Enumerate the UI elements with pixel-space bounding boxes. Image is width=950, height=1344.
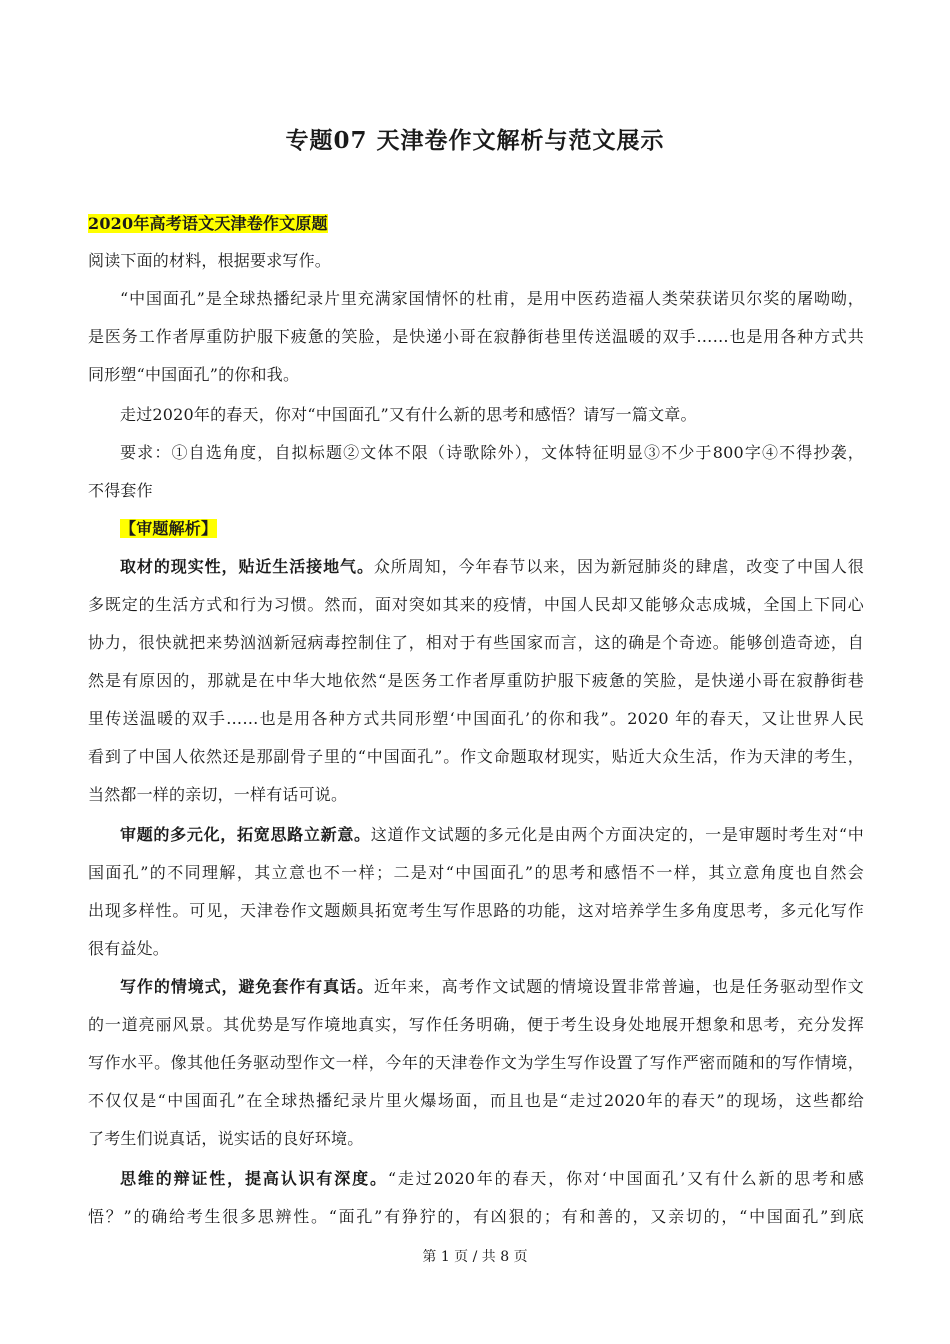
paragraph-line: 当然都一样的亲切，一样有话可说。 [88, 785, 348, 804]
paragraph-line: 出现多样性。可见，天津卷作文题颇具拓宽考生写作思路的功能，这对培养学生多角度思考，多元化写作 [88, 901, 864, 920]
requirements-line: 不得套作 [88, 481, 153, 500]
paragraph-lead: 写作的情境式，避免套作有真话。 [120, 977, 374, 996]
requirements-line: 要求：①自选角度，自拟标题②文体不限（诗歌除外），文体特征明显③不少于800字④不得抄袭， [120, 443, 864, 462]
paragraph-line [120, 554, 864, 577]
paragraph-lead: 取材的现实性，贴近生活接地气。 [120, 557, 374, 576]
page-footer: 第 1 页 / 共 8 页 [422, 1249, 528, 1265]
paragraph-line: 多既定的生活方式和行为习惯。然而，面对突如其来的疫情，中国人民却又能够众志成城，全国上下同心 [88, 595, 864, 614]
document-title: 专题07 天津卷作文解析与范文展示 [285, 127, 665, 154]
paragraph-line: 写作水平。像其他任务驱动型作文一样，今年的天津卷作文为学生写作设置了写作严密而随和的写作情境， [88, 1053, 864, 1072]
paragraph-line: 里传送温暖的双手……也是用各种方式共同形塑‘中国面孔’的你和我”。2020 年的春天，又让世界人民 [88, 709, 864, 728]
paragraph-line: 看到了中国人依然还是那副骨子里的“中国面孔”。作文命题取材现实，贴近大众生活，作为天津的考生， [88, 747, 864, 766]
paragraph-line [120, 1166, 864, 1189]
paragraph-lead: 思维的辩证性，提高认识有深度。 [120, 1169, 388, 1188]
paragraph-line: 然是有原因的，那就是在中华大地依然“是医务工作者厚重防护服下疲惫的笑脸，是快递小哥在寂静街巷 [88, 671, 864, 690]
paragraph-line: 不仅仅是“中国面孔”在全球热播纪录片里火爆场面，而且也是“走过2020年的春天”的现场，这些都给 [88, 1091, 864, 1110]
material-line: 同形塑“中国面孔”的你和我。 [88, 365, 300, 384]
paragraph-line: 了考生们说真话，说实话的良好环境。 [88, 1129, 364, 1148]
paragraph-line: 很有益处。 [88, 939, 170, 958]
paragraph-line [120, 822, 864, 845]
paragraph-line: 悟？”的确给考生很多思辨性。“面孔”有狰狞的，有凶狠的；有和善的，又亲切的，“中国面孔”到底 [88, 1207, 864, 1226]
paragraph-line: 国面孔”的不同理解，其立意也不一样；二是对“中国面孔”的思考和感悟不一样，其立意角度也自然会 [88, 863, 864, 882]
paragraph-text: 近年来，高考作文试题的情境设置非常普遍，也是任务驱动型作文 [373, 977, 864, 996]
analysis-heading: 【审题解析】 [120, 519, 218, 538]
paragraph-line: 的一道亮丽风景。其优势是写作境地真实，写作任务明确，便于考生设身处地展开想象和思考，充分发挥 [88, 1015, 864, 1034]
section-heading: 2020年高考语文天津卷作文原题 [88, 214, 328, 233]
intro-text: 阅读下面的材料，根据要求写作。 [88, 251, 332, 270]
analysis-heading-line [120, 516, 896, 539]
paragraph-lead: 审题的多元化，拓宽思路立新意。 [120, 825, 371, 844]
section-heading-line [88, 211, 864, 234]
paragraph-text: 众所周知，今年春节以来，因为新冠肺炎的肆虐，改变了中国人很 [373, 557, 864, 576]
paragraph-text: 这道作文试题的多元化是由两个方面决定的，一是审题时考生对“中 [370, 825, 864, 844]
material-line: 是医务工作者厚重防护服下疲惫的笑脸，是快递小哥在寂静街巷里传送温暖的双手……也是用各种方式共 [88, 327, 864, 346]
paragraph-text: “走过2020年的春天，你对‘中国面孔’又有什么新的思考和感 [387, 1169, 864, 1188]
paragraph-line [120, 974, 864, 997]
material-line: “中国面孔”是全球热播纪录片里充满家国情怀的杜甫，是用中医药造福人类荣获诺贝尔奖的屠呦呦， [120, 289, 864, 308]
question-text: 走过2020年的春天，你对“中国面孔”又有什么新的思考和感悟？请写一篇文章。 [120, 405, 697, 424]
paragraph-line: 协力，很快就把来势汹汹新冠病毒控制住了，相对于有些国家而言，这的确是个奇迹。能够创造奇迹，自 [88, 633, 864, 652]
